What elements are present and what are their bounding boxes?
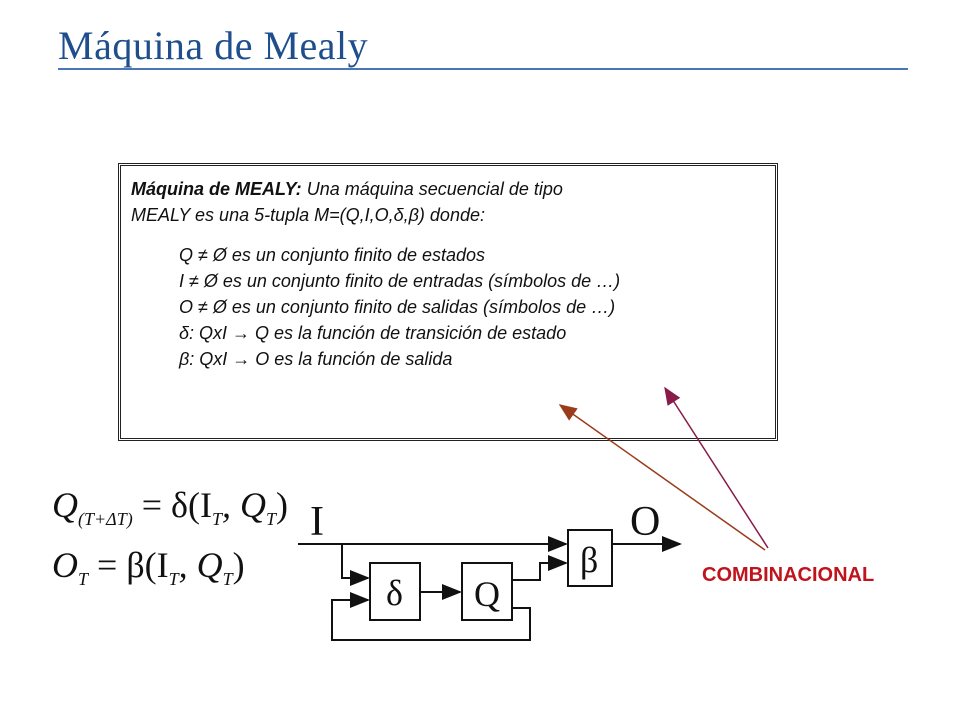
definition-item-output-function: β: QxI → O es la función de salida [179,349,453,369]
definition-item-inputs: I ≠ Ø es un conjunto finito de entradas (símbolos de …) [179,271,621,291]
beta-label: β [580,540,599,580]
definition-heading: Máquina de MEALY: [131,179,302,199]
equation-state-transition: $Q_{(T+\Delta T)} = \delta(I_T$, $Q_T$) [52,485,289,530]
output-label: O [630,499,661,545]
definition-item-states: Q ≠ Ø es un conjunto finito de estados [179,245,486,265]
definition-item-outputs: O ≠ Ø es un conjunto finito de salidas (símbolos de …) [179,297,616,317]
input-label: I [310,499,324,545]
annotation-arrow-output-function [560,405,765,550]
input-to-delta-arrow [342,544,368,578]
annotation-arrow-transition-function [665,388,768,548]
equation-output: $O_T = \beta(I_T$, $Q_T$) [52,545,245,590]
combinacional-annotation: COMBINACIONAL [702,564,875,586]
definition-item-transition: δ: QxI → Q es la función de transición de estado [179,323,567,343]
definition-intro-text: Una máquina secuencial de tipo [306,179,563,199]
definition-intro-line2: MEALY es una 5-tupla M=(Q,I,O,δ,β) donde: [131,205,485,225]
q-to-beta-arrow [512,563,566,580]
slide-title: Máquina de Mealy [58,23,369,68]
delta-label: δ [386,573,403,613]
q-label: Q [474,574,500,614]
